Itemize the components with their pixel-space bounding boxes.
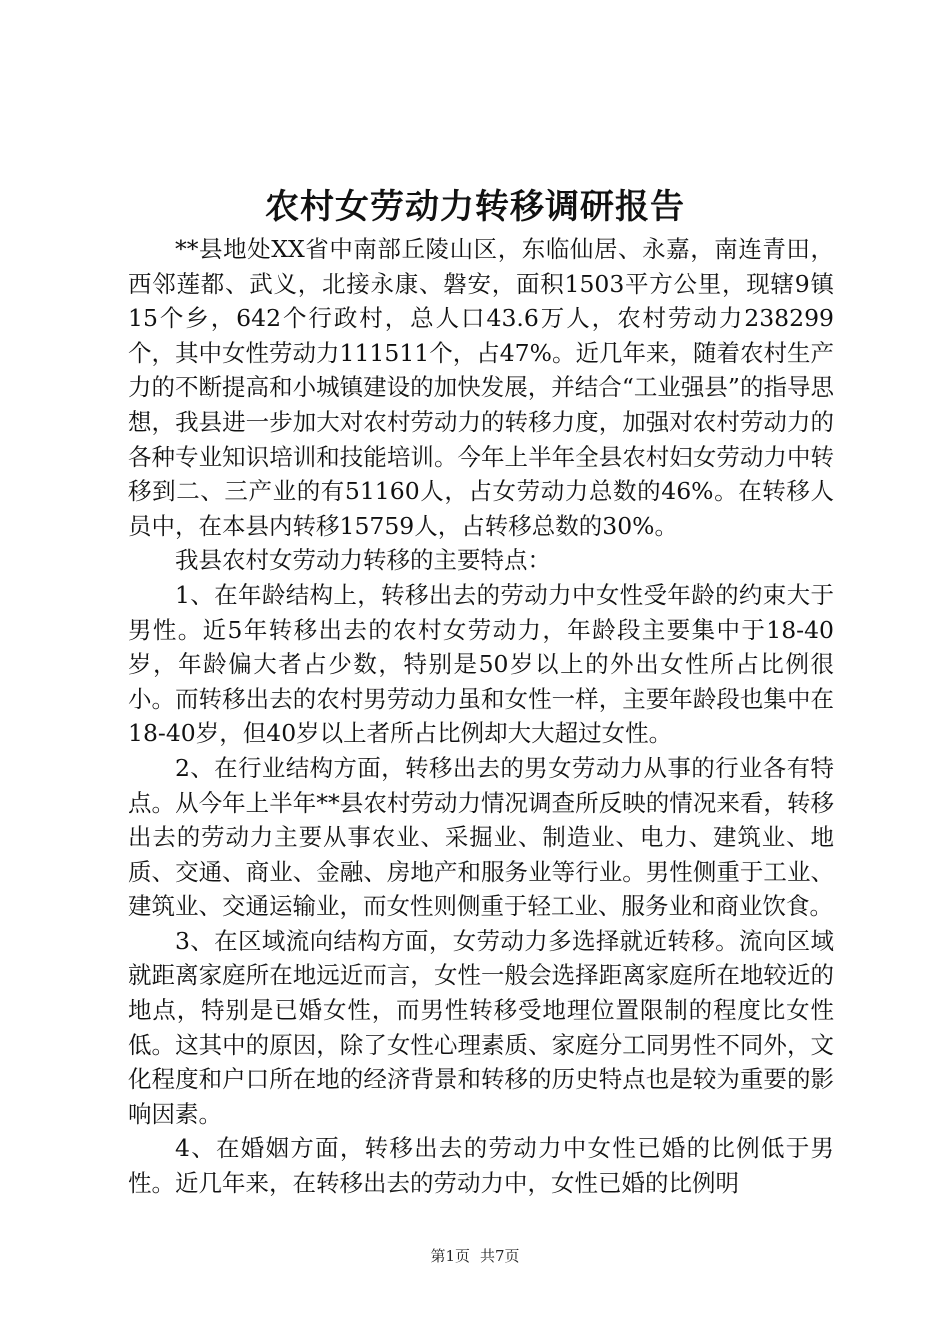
paragraph-marital-status: 4、在婚姻方面，转移出去的劳动力中女性已婚的比例低于男性。近几年来，在转移出去的劳动力中，女性已婚的比例明 bbox=[128, 1134, 834, 1198]
document-body bbox=[128, 232, 834, 1201]
page-total: 共7页 bbox=[480, 1247, 520, 1265]
paragraph-industry-structure: 2、在行业结构方面，转移出去的男女劳动力从事的行业各有特点。从今年上半年**县农村劳动力情况调查所反映的情况来看，转移出去的劳动力主要从事农业、采掘业、制造业、电力、建筑业、地质、交通、商业、金融、房地产和服务业等行业。男性侧重于工业、建筑业、交通运输业，而女性则侧重于轻工业、服务业和商业饮食。 bbox=[128, 753, 834, 921]
page-number: 第1页 bbox=[430, 1247, 470, 1265]
paragraph-age-structure: 1、在年龄结构上，转移出去的劳动力中女性受年龄的约束大于男性。近5年转移出去的农村女劳动力，年龄段主要集中于18-40岁，年龄偏大者占少数，特别是50岁以上的外出女性所占比例很小。而转移出去的农村男劳动力虽和女性一样，主要年龄段也集中在18-40岁，但40岁以上者所占比例却大大超过女性。 bbox=[128, 580, 834, 748]
paragraph-intro: **县地处XX省中南部丘陵山区，东临仙居、永嘉，南连青田，西邻莲都、武义，北接永康、磐安，面积1503平方公里，现辖9镇15个乡，642个行政村，总人口43.6万人，农村劳动力238299个，其中女性劳动力111511个，占47%。近几年来，随着农村生产力的不断提高和小城镇建设的加快发展，并结合“工业强县”的指导思想，我县进一步加大对农村劳动力的转移力度，加强对农村劳动力的各种专业知识培训和技能培训。今年上半年全县农村妇女劳动力中转移到二、三产业的有51160人，占女劳动力总数的46%。在转移人员中，在本县内转移15759人，占转移总数的30%。 bbox=[128, 235, 834, 540]
page-footer bbox=[0, 1246, 950, 1266]
paragraph-features-heading: 我县农村女劳动力转移的主要特点： bbox=[175, 546, 551, 575]
paragraph-regional-flow: 3、在区域流向结构方面，女劳动力多选择就近转移。流向区域就距离家庭所在地远近而言，女性一般会选择距离家庭所在地较近的地点，特别是已婚女性，而男性转移受地理位置限制的程度比女性低。这其中的原因，除了女性心理素质、家庭分工同男性不同外，文化程度和户口所在地的经济背景和转移的历史特点也是较为重要的影响因素。 bbox=[128, 926, 834, 1128]
document-title: 农村女劳动力转移调研报告 bbox=[265, 187, 685, 227]
